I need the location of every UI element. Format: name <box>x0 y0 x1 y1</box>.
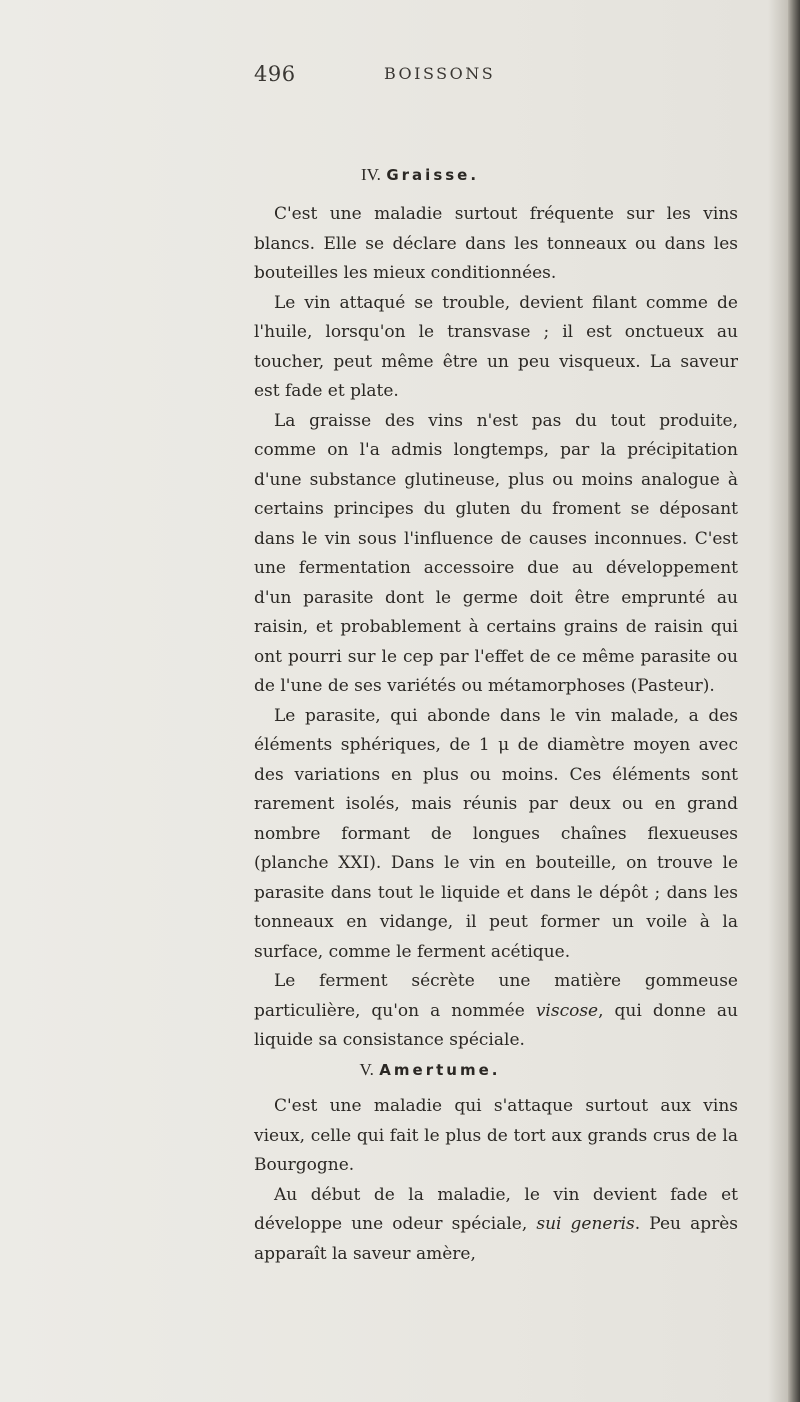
page-edge-shadow <box>788 0 800 1402</box>
section-body-graisse <box>254 200 738 1056</box>
section-number: IV. <box>360 165 381 184</box>
text-run: Au début de la maladie, le vin devient fade et développe une odeur spéciale, <box>254 1184 738 1234</box>
text-run: , qui donne au liquide sa consistance spéciale. <box>254 1000 738 1050</box>
page-header <box>254 62 704 92</box>
paragraph <box>254 967 738 1056</box>
section-number: V. <box>359 1060 374 1079</box>
text-run: . Peu après apparaît la saveur amère, <box>254 1214 738 1264</box>
paragraph: C'est une maladie qui s'attaque surtout aux vins vieux, celle qui fait le plus de tort aux grands crus de la Bourgogne. <box>254 1096 738 1175</box>
text-run: Le ferment sécrète une matière gommeuse particulière, qu'on a nommée <box>254 971 738 1021</box>
section-title: Amertume. <box>379 1061 501 1079</box>
running-head: BOISSONS <box>384 64 496 83</box>
paragraph: La graisse des vins n'est pas du tout produite, comme on l'a admis longtemps, par la précipitation d'une substance glutineuse, plus ou moins analogue à certains principes du gluten du froment se déposant dans le vin sous l'influence de causes inconnues. C'est une fermentation accessoire due au développement d'un parasite dont le germe doit être emprunté au raisin, et probablement à certains grains de raisin qui ont pourri sur le cep par l'effet de ce même parasite ou de l'une de ses variétés ou métamorphoses (Pasteur). <box>254 410 738 696</box>
italic-term: viscose <box>535 1000 599 1021</box>
section-heading-amertume <box>30 1060 800 1080</box>
paragraph: Le parasite, qui abonde dans le vin malade, a des éléments sphériques, de 1 μ de diamètre moyen avec des variations en plus ou moins. Ces éléments sont rarement isolés, mais réunis par deux ou en grand nombre formant de longues chaînes flexueuses (planche XXI). Dans le vin en bouteille, on trouve le parasite dans tout le liquide et dans le dépôt ; dans les tonneaux en vidange, il peut former un voile à la surface, comme le ferment acétique. <box>254 705 738 962</box>
paragraph <box>254 1181 738 1270</box>
page-number: 496 <box>254 62 296 86</box>
section-title: Graisse. <box>386 166 480 184</box>
paragraph: Le vin attaqué se trouble, devient filant comme de l'huile, lorsqu'on le transvase ; il est onctueux au toucher, peut même être un peu visqueux. La saveur est fade et plate. <box>254 292 738 401</box>
paragraph: C'est une maladie surtout fréquente sur les vins blancs. Elle se déclare dans les tonneaux ou dans les bouteilles les mieux conditionnées. <box>254 204 738 283</box>
section-heading-graisse <box>20 165 800 185</box>
italic-term: sui generis <box>536 1214 635 1234</box>
section-body-amertume <box>254 1092 738 1269</box>
